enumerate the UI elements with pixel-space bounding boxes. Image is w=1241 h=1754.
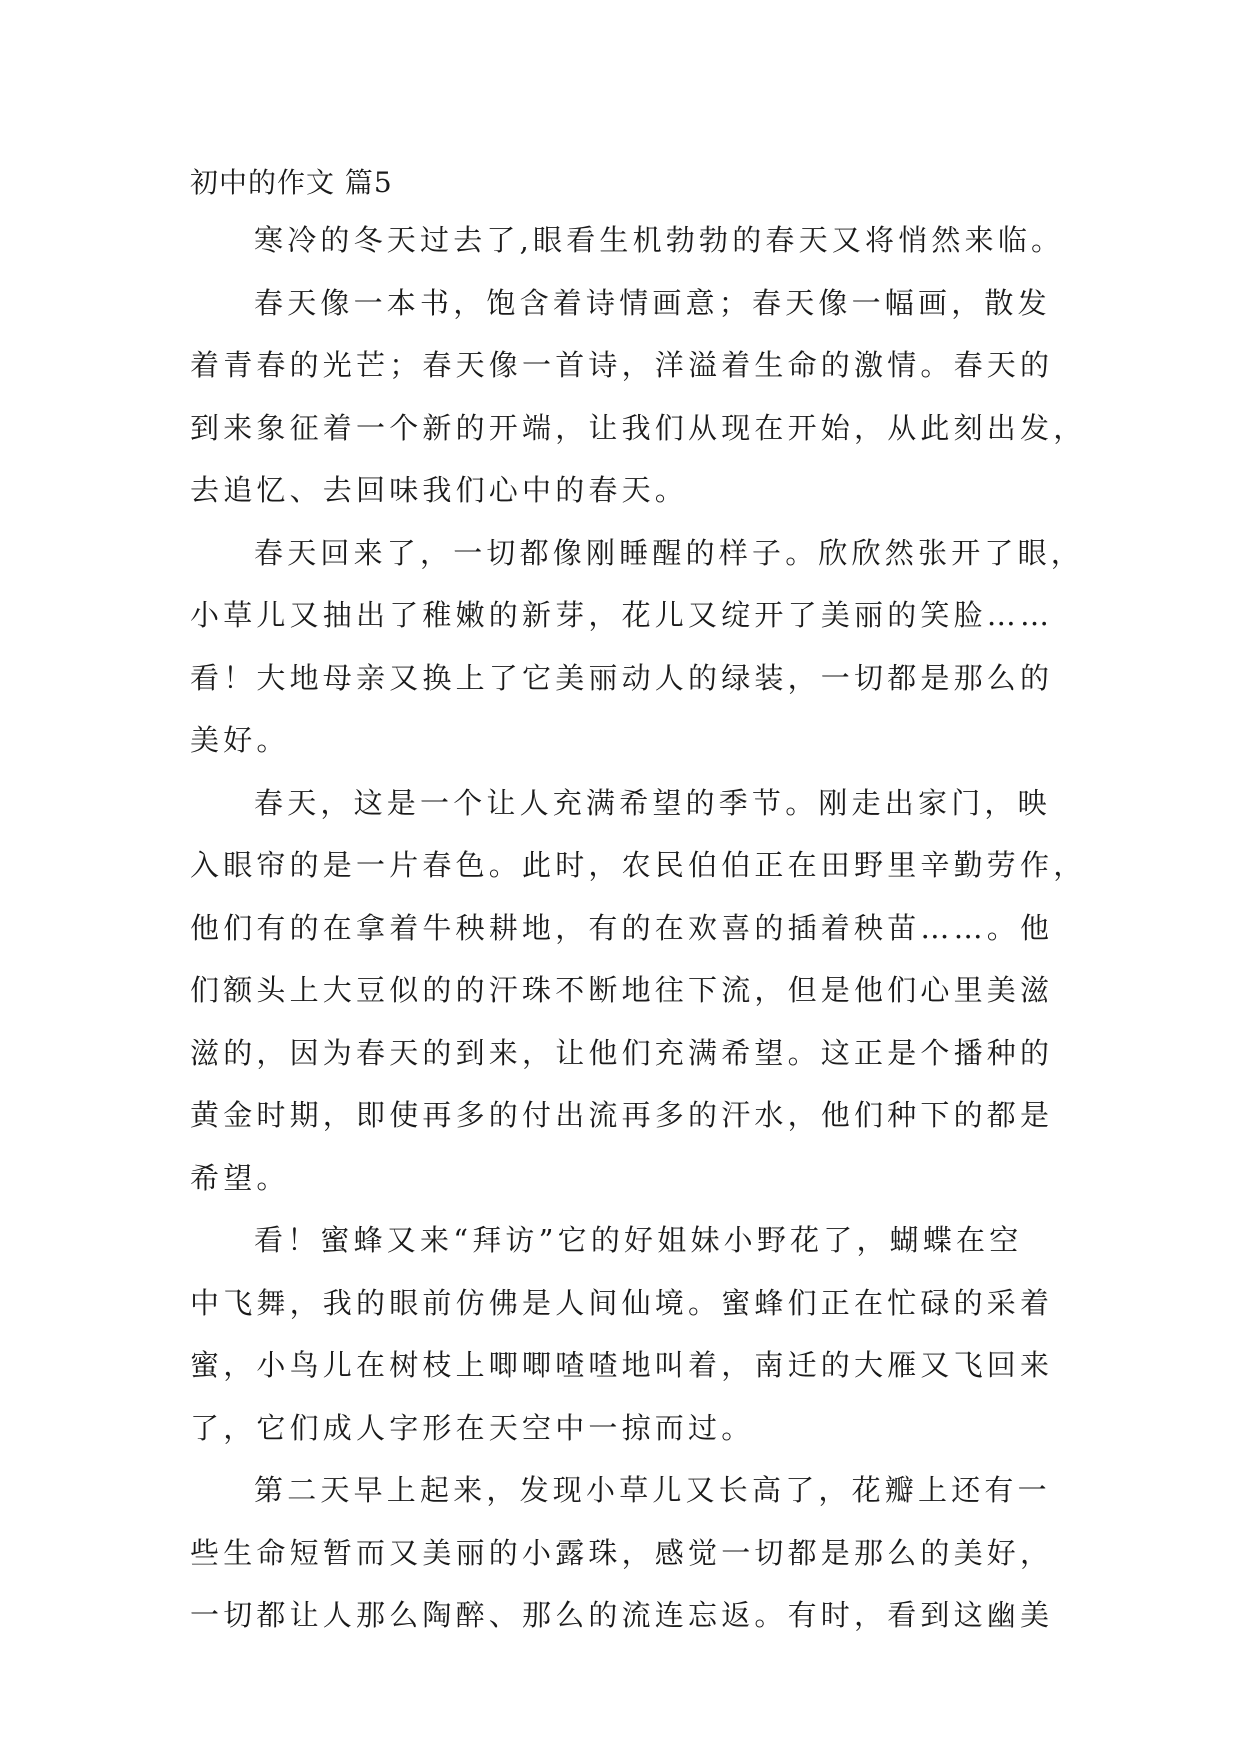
text-line: 黄金时期，即使再多的付出流再多的汗水，他们种下的都是 <box>190 1098 1054 1132</box>
text-line: 到来象征着一个新的开端，让我们从现在开始，从此刻出发， <box>190 410 1087 445</box>
paragraph-first-line: 寒冷的冬天过去了,眼看生机勃勃的春天又将悄然来临。 <box>254 223 1065 257</box>
text-line: 一切都让人那么陶醉、那么的流连忘返。有时，看到这幽美 <box>190 1598 1054 1632</box>
text-line: 看！大地母亲又换上了它美丽动人的绿装，一切都是那么的 <box>190 660 1054 695</box>
text-line: 滋的，因为春天的到来，让他们充满希望。这正是个播种的 <box>190 1035 1054 1070</box>
paragraph-first-line: 春天回来了，一切都像刚睡醒的样子。欣欣然张开了眼， <box>254 535 1085 570</box>
text-line: 美好。 <box>190 723 290 757</box>
document-title: 初中的作文 篇5 <box>190 166 393 199</box>
text-line: 蜜，小鸟儿在树枝上唧唧喳喳地叫着，南迁的大雁又飞回来 <box>190 1348 1054 1382</box>
text-line: 希望。 <box>190 1160 290 1195</box>
text-line: 着青春的光芒；春天像一首诗，洋溢着生命的激情。春天的 <box>190 348 1054 382</box>
text-line: 些生命短暂而又美丽的小露珠，感觉一切都是那么的美好， <box>190 1535 1054 1570</box>
document-body <box>190 220 1087 1658</box>
text-line: 中飞舞，我的眼前仿佛是人间仙境。蜜蜂们正在忙碌的采着 <box>190 1285 1054 1320</box>
paragraph-first-line: 春天，这是一个让人充满希望的季节。刚走出家门，映 <box>254 785 1051 820</box>
text-line: 入眼帘的是一片春色。此时，农民伯伯正在田野里辛勤劳作， <box>190 848 1087 882</box>
paragraph-first-line: 春天像一本书，饱含着诗情画意；春天像一幅画，散发 <box>254 285 1051 320</box>
text-line: 小草儿又抽出了稚嫩的新芽，花儿又绽开了美丽的笑脸…… <box>190 598 1054 632</box>
text-line: 去追忆、去回味我们心中的春天。 <box>190 473 689 507</box>
text-line: 他们有的在拿着牛秧耕地，有的在欢喜的插着秧苗……。他 <box>190 910 1054 945</box>
text-line: 了，它们成人字形在天空中一掠而过。 <box>190 1410 755 1445</box>
paragraph-first-line: 第二天早上起来，发现小草儿又长高了，花瓣上还有一 <box>254 1473 1051 1507</box>
paragraph-first-line: 看！蜜蜂又来“拜访”它的好姐妹小野花了，蝴蝶在空 <box>254 1223 1023 1257</box>
text-line: 们额头上大豆似的的汗珠不断地往下流，但是他们心里美滋 <box>190 973 1054 1007</box>
